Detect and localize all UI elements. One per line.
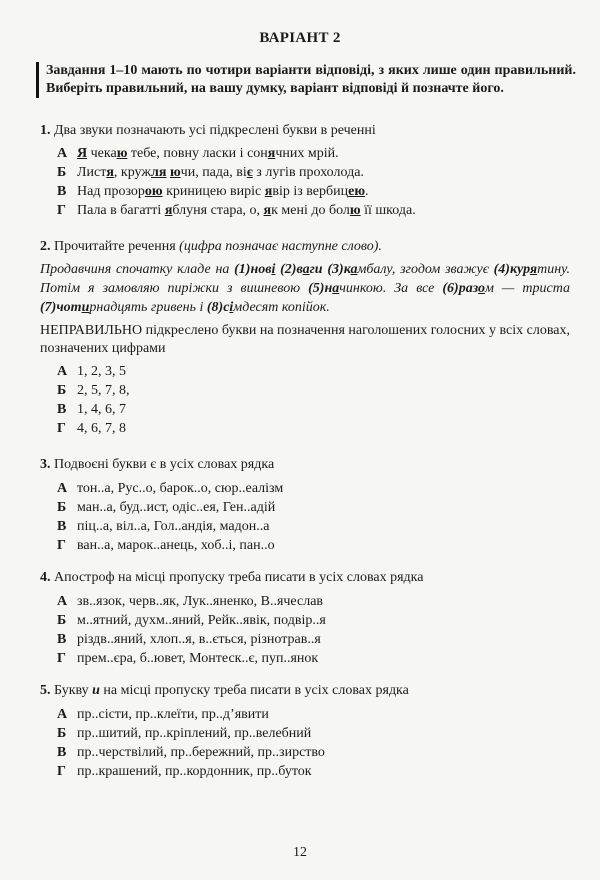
text-segment: м — триста: [484, 281, 570, 296]
underlined-letter: а: [302, 262, 310, 277]
option-letter: В: [57, 632, 67, 647]
option-letter: Б: [57, 726, 67, 741]
option-text: прем..єра, б..ювет, Монтеск..є, пуп..янок: [77, 651, 319, 666]
question-5-head: 5. Букву и на місці пропуску треба писати в усіх словах рядка: [40, 683, 409, 698]
underlined-letter: а: [350, 262, 358, 277]
text-segment: , круж: [113, 165, 152, 180]
question-3: [40, 456, 570, 555]
text-segment: криницею виріс: [162, 184, 265, 199]
option-row[interactable]: [57, 182, 570, 201]
option-text: пр..сісти, пр..клеїти, пр..д’явити: [77, 707, 269, 722]
underlined-letter: а: [332, 281, 340, 296]
option-letter: Г: [57, 421, 66, 436]
text-segment: Пала в багатті: [77, 203, 165, 218]
option-text: пр..крашений, пр..кордонник, пр..буток: [77, 764, 312, 779]
option-letter: В: [57, 519, 67, 534]
option-row[interactable]: [57, 649, 570, 668]
text-segment: кур: [509, 262, 530, 277]
underlined-letter: Я: [77, 146, 88, 161]
underlined-letter: о: [477, 281, 485, 296]
question-4-head: 4. Апостроф на місці пропуску треба писати в усіх словах рядка: [40, 570, 424, 585]
text-segment: нов: [250, 262, 272, 277]
text-segment: мдесят копійок.: [233, 300, 330, 315]
option-row[interactable]: [57, 536, 570, 555]
variant-title: ВАРІАНТ 2: [259, 30, 341, 46]
text-segment: тину. Потім я замовляю пиріжки з вишневою: [40, 262, 570, 296]
text-segment: Продавчиня спочатку кладе на: [40, 262, 235, 277]
question-3-head: 3. Подвоєні букви є в усіх словах рядка: [40, 457, 275, 472]
text-segment: ги: [309, 262, 328, 277]
text-segment: вір із вербиц: [272, 184, 349, 199]
instruction-block: Завдання 1–10 мають по чотири варіанти відповіді, з яких лише один правильний. Виберіть правильний, на вашу думку, варіант відповіді й позначте його.: [36, 62, 576, 98]
option-text: [77, 182, 369, 201]
question-2-head: 2. Прочитайте речення (цифра позначає наступне слово).: [40, 239, 382, 254]
option-letter: В: [57, 745, 67, 760]
option-text: зв..язок, черв..як, Лук..яненко, В..ячеслав: [77, 594, 324, 609]
option-letter: Г: [57, 538, 66, 553]
underlined-letter: і: [229, 300, 234, 315]
option-text: ман..а, буд..ист, одіс..ея, Ген..адій: [77, 500, 276, 515]
question-5: [40, 682, 570, 781]
text-segment: рнадцять гривень і: [89, 300, 207, 315]
underlined-letter: я: [106, 165, 114, 180]
option-row[interactable]: [57, 517, 570, 536]
text-segment: чи, пада, ві: [180, 165, 247, 180]
question-2-options: [40, 362, 570, 438]
text-segment: (1): [234, 262, 251, 277]
underlined-letter: я: [267, 146, 276, 161]
option-text: 1, 4, 6, 7: [77, 402, 126, 417]
text-segment: (8): [206, 300, 224, 315]
option-text: ван..а, марок..анець, хоб..і, пан..о: [77, 538, 275, 553]
option-letter: Б: [57, 613, 67, 628]
underlined-letter: ою: [144, 184, 163, 199]
text-segment: к мені до бол: [271, 203, 350, 218]
option-letter: Г: [57, 651, 66, 666]
underlined-letter: ю: [116, 146, 128, 161]
option-row[interactable]: [57, 611, 570, 630]
option-letter: А: [57, 481, 68, 496]
text-segment: її шкода.: [360, 203, 416, 218]
text-segment: в: [296, 262, 303, 277]
text-segment: (2): [280, 262, 297, 277]
text-segment: (6): [442, 281, 459, 296]
option-row[interactable]: [57, 144, 570, 163]
option-letter: Б: [57, 165, 67, 180]
text-segment: Лист: [77, 165, 107, 180]
option-letter: А: [57, 146, 68, 161]
question-1-head: 1. Два звуки позначають усі підкреслені букви в реченні: [40, 123, 376, 138]
question-1: [40, 122, 570, 220]
question-3-options: [40, 479, 570, 555]
option-row[interactable]: [57, 762, 570, 781]
text-segment: к: [343, 262, 351, 277]
text-segment: раз: [458, 281, 478, 296]
option-row[interactable]: [57, 400, 570, 419]
underlined-letter: и: [81, 300, 90, 315]
underlined-letter: ля: [151, 165, 167, 180]
underlined-letter: ю: [349, 203, 361, 218]
underlined-letter: я: [164, 203, 173, 218]
question-2-sentence: [40, 260, 570, 317]
text-segment: чних мрій.: [275, 146, 339, 161]
text-segment: Над прозор: [77, 184, 145, 199]
option-row[interactable]: [57, 479, 570, 498]
option-letter: Г: [57, 203, 66, 218]
underlined-letter: ю: [169, 165, 181, 180]
option-letter: Б: [57, 500, 67, 515]
text-segment: тебе, повну ласки і сон: [127, 146, 268, 161]
text-segment: чот: [56, 300, 82, 315]
text-segment: (3): [327, 262, 344, 277]
option-letter: Б: [57, 383, 67, 398]
option-text: пр..черствілий, пр..бережний, пр..зирство: [77, 745, 325, 760]
option-letter: А: [57, 364, 68, 379]
option-row[interactable]: [57, 743, 570, 762]
underlined-letter: ею: [348, 184, 366, 199]
text-segment: мбалу, згодом зважує: [357, 262, 494, 277]
text-segment: чека: [87, 146, 117, 161]
question-4: [40, 569, 570, 668]
question-1-options: [40, 144, 570, 220]
underlined-letter: я: [263, 203, 272, 218]
option-text: 2, 5, 7, 8,: [77, 383, 130, 398]
option-row[interactable]: [57, 201, 570, 220]
option-row[interactable]: [57, 705, 570, 724]
option-text: м..ятний, духм..яний, Рейк..явік, подвір..я: [77, 613, 326, 628]
option-text: пр..шитий, пр..кріплений, пр..велебний: [77, 726, 312, 741]
option-letter: В: [57, 402, 67, 417]
underlined-letter: є: [246, 165, 253, 180]
option-letter: А: [57, 594, 68, 609]
option-row[interactable]: [57, 592, 570, 611]
option-row[interactable]: [57, 724, 570, 743]
option-text: різдв..яний, хлоп..я, в..ється, різнотрав..я: [77, 632, 321, 647]
option-row[interactable]: [57, 419, 570, 438]
underlined-letter: я: [529, 262, 538, 277]
page-number: 12: [293, 845, 307, 860]
option-text: [77, 201, 416, 220]
text-segment: з лугів прохолода.: [252, 165, 364, 180]
question-2-prompt: НЕПРАВИЛЬНО підкреслено букви на позначення наголошених голосних у всіх словах, позначених цифрами: [40, 323, 570, 356]
option-text: піц..а, віл..а, Гол..андія, мадон..а: [77, 519, 270, 534]
option-text: 1, 2, 3, 5: [77, 364, 126, 379]
underlined-letter: я: [264, 184, 273, 199]
text-segment: (5): [308, 281, 325, 296]
text-segment: (4): [493, 262, 510, 277]
option-letter: Г: [57, 764, 66, 779]
option-row[interactable]: [57, 362, 570, 381]
option-text: 4, 6, 7, 8: [77, 421, 126, 436]
text-segment: блуня стара, о,: [172, 203, 264, 218]
option-row[interactable]: [57, 630, 570, 649]
option-text: тон..а, Рус..о, барок..о, сюр..еалізм: [77, 481, 284, 496]
question-5-options: [40, 705, 570, 781]
question-4-options: [40, 592, 570, 668]
text-segment: с: [223, 300, 230, 315]
option-text: [77, 163, 364, 182]
option-row[interactable]: [57, 381, 570, 400]
option-letter: В: [57, 184, 67, 199]
text-segment: .: [365, 184, 369, 199]
text-segment: чинкою. За все: [339, 281, 443, 296]
text-segment: (7): [40, 300, 57, 315]
text-segment: н: [324, 281, 333, 296]
option-row[interactable]: [57, 163, 570, 182]
underlined-letter: і: [271, 262, 276, 277]
option-text: [77, 144, 339, 163]
option-row[interactable]: [57, 498, 570, 517]
question-2: [40, 238, 570, 438]
option-letter: А: [57, 707, 68, 722]
